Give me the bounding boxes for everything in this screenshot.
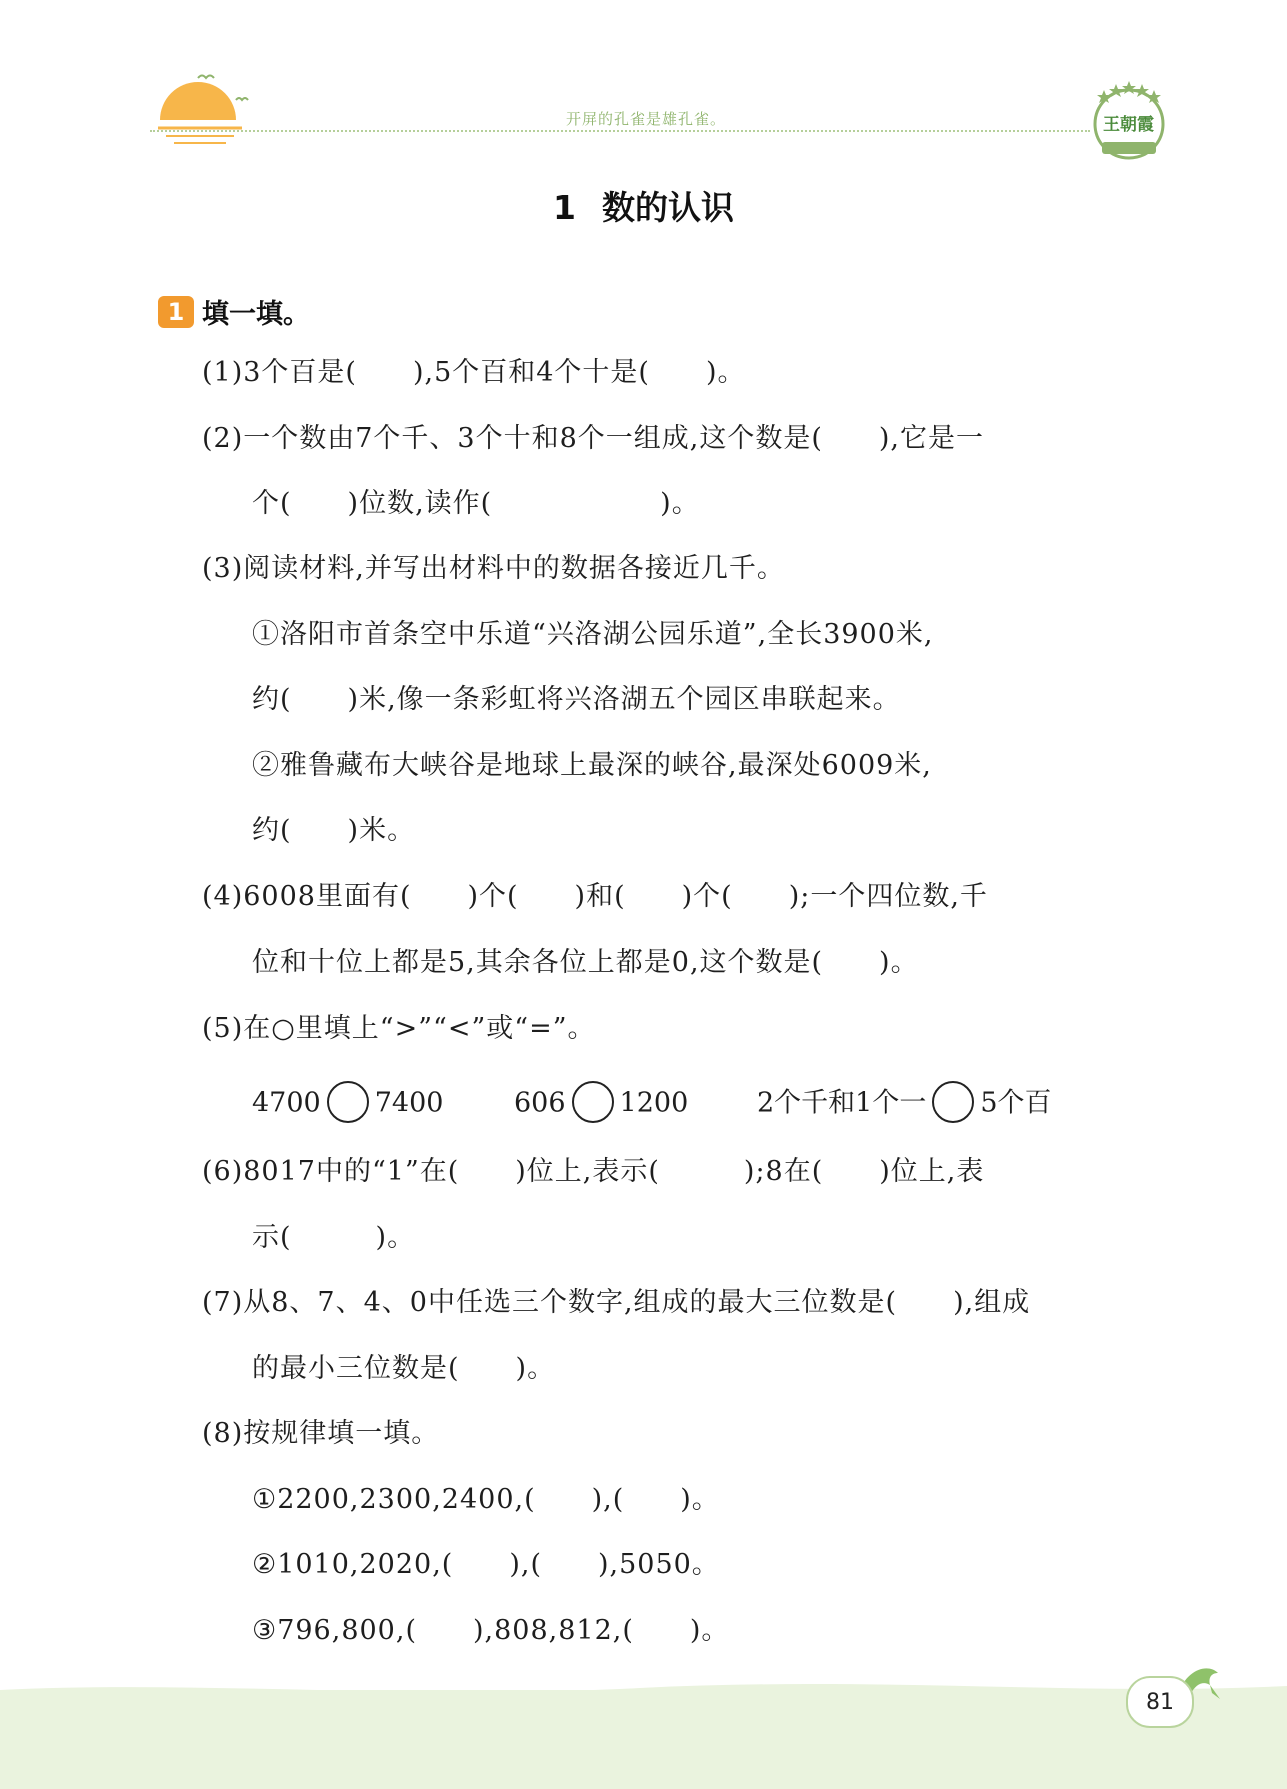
- question-2-line-2: 个( )位数,读作( )。: [252, 488, 700, 519]
- question-4-line-1: (4)6008里面有( )个( )和( )个( );一个四位数,千: [202, 881, 988, 912]
- footer-band: [0, 1690, 1287, 1789]
- header-divider: [150, 130, 1090, 132]
- question-3-1-line-1: ①洛阳市首条空中乐道“兴洛湖公园乐道”,全长3900米,: [252, 619, 934, 650]
- comparison-item: [757, 1083, 1052, 1125]
- answer-circle[interactable]: [327, 1081, 369, 1123]
- question-3-2-line-2: 约( )米。: [252, 815, 416, 846]
- comparison-left: 2个千和1个一: [757, 1087, 927, 1119]
- brand-logo-text: 王朝霞: [1103, 115, 1154, 135]
- section-number-badge: 1: [158, 296, 194, 328]
- section-title: 填一填。: [202, 299, 310, 330]
- comparison-right: 1200: [619, 1087, 689, 1119]
- page-title: [0, 182, 1287, 229]
- question-8-1: ①2200,2300,2400,( ),( )。: [252, 1484, 720, 1515]
- answer-circle[interactable]: [932, 1081, 974, 1123]
- question-3-1-line-2: 约( )米,像一条彩虹将兴洛湖五个园区串联起来。: [252, 684, 901, 715]
- question-7-line-1: (7)从8、7、4、0中任选三个数字,组成的最大三位数是( ),组成: [202, 1287, 1031, 1318]
- page-number: 81: [1126, 1676, 1194, 1728]
- question-5: (5)在○里填上“>”“<”或“=”。: [202, 1013, 596, 1044]
- question-1: (1)3个百是( ),5个百和4个十是( )。: [202, 357, 746, 388]
- question-4-line-2: 位和十位上都是5,其余各位上都是0,这个数是( )。: [252, 947, 919, 978]
- question-6-line-1: (6)8017中的“1”在( )位上,表示( );8在( )位上,表: [202, 1156, 985, 1187]
- question-8-3: ③796,800,( ),808,812,( )。: [252, 1615, 730, 1646]
- question-2-line-1: (2)一个数由7个千、3个十和8个一组成,这个数是( ),它是一: [202, 423, 985, 454]
- title-number: 1: [553, 188, 576, 227]
- question-6-line-2: 示( )。: [252, 1222, 416, 1253]
- question-3: (3)阅读材料,并写出材料中的数据各接近几千。: [202, 553, 785, 584]
- sun-icon: [150, 70, 250, 155]
- question-7-line-2: 的最小三位数是( )。: [252, 1353, 556, 1384]
- question-3-2-line-1: ②雅鲁藏布大峡谷是地球上最深的峡谷,最深处6009米,: [252, 750, 932, 781]
- question-8-2: ②1010,2020,( ),( ),5050。: [252, 1549, 720, 1580]
- question-8: (8)按规律填一填。: [202, 1418, 440, 1449]
- title-text: 数的认识: [601, 188, 734, 227]
- comparison-right: 7400: [374, 1087, 444, 1119]
- section-heading: [158, 292, 310, 331]
- answer-circle[interactable]: [572, 1081, 614, 1123]
- comparison-item: [514, 1083, 688, 1125]
- comparison-left: 4700: [252, 1087, 321, 1119]
- header-motto: 开屏的孔雀是雄孔雀。: [566, 110, 727, 128]
- comparison-right: 5个百: [980, 1087, 1052, 1119]
- comparison-item: [252, 1083, 443, 1125]
- comparison-left: 606: [514, 1087, 566, 1119]
